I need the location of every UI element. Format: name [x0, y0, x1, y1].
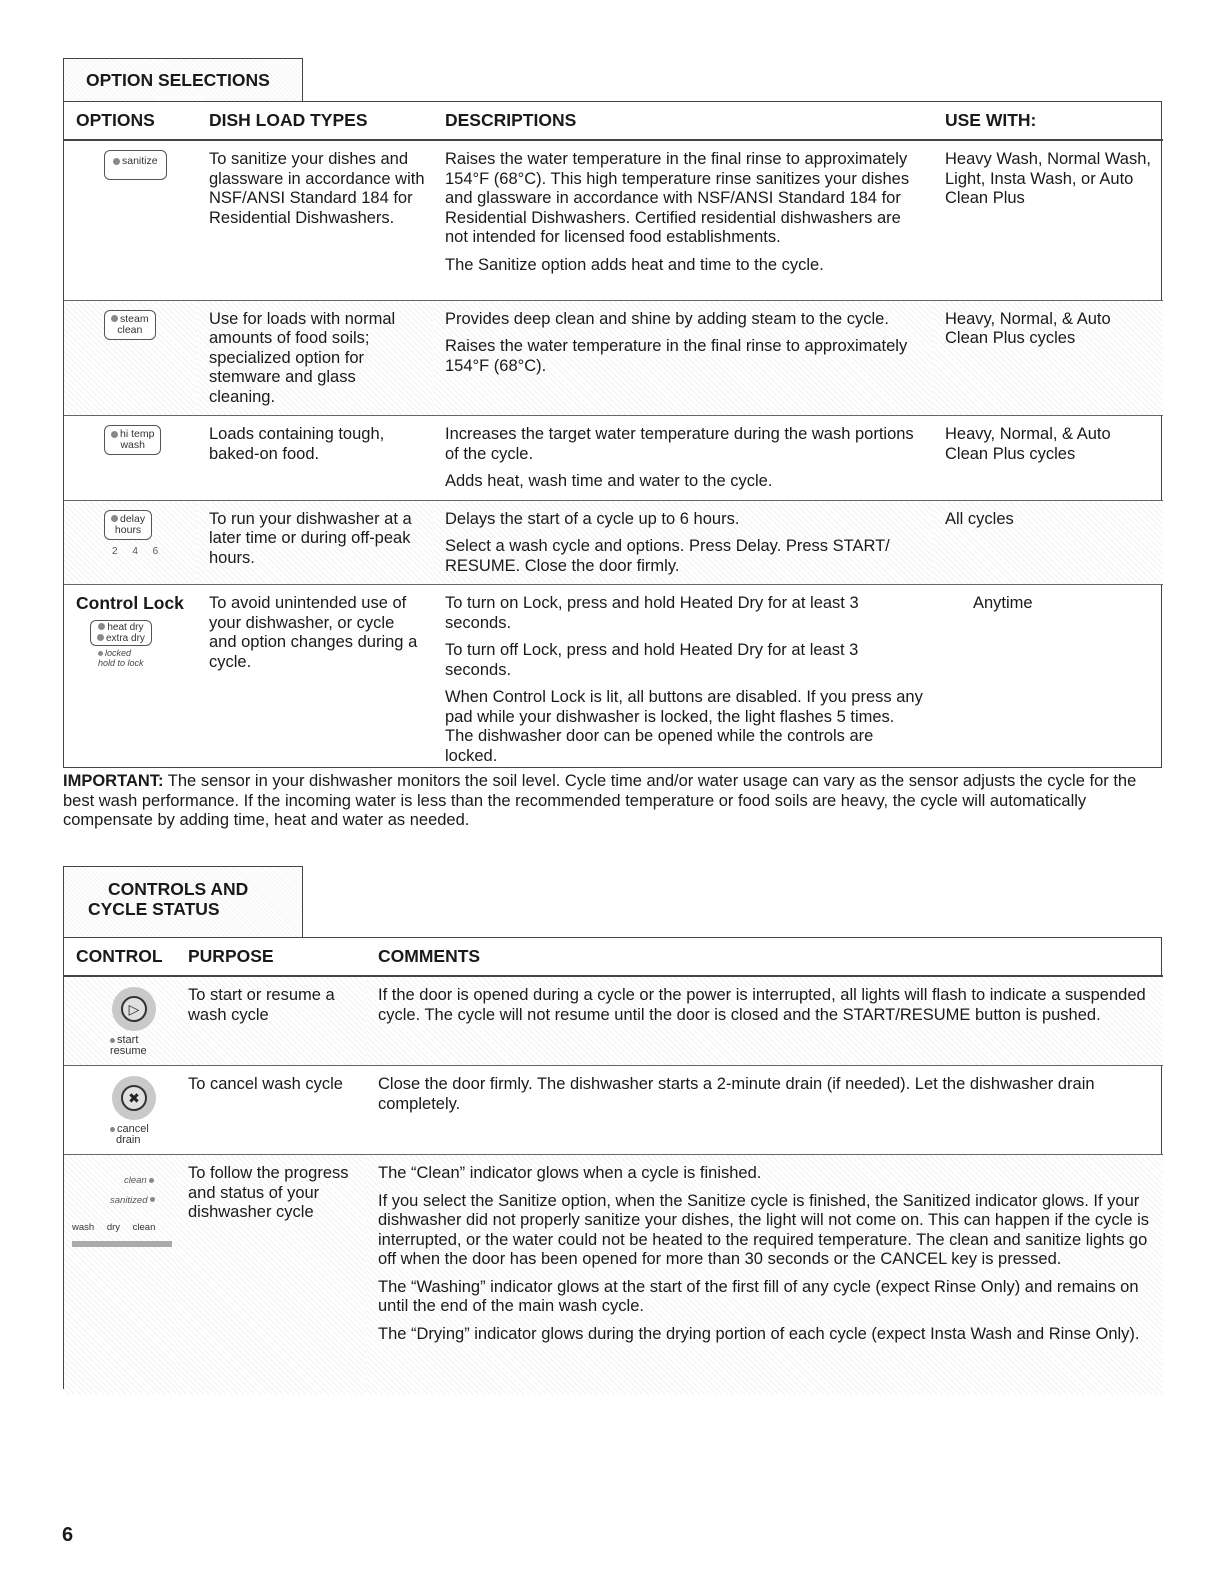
comment-para: The “Washing” indicator glows at the start of the first fill of any cycle (expect Rinse Only) and remains on until the end of the main wash cycle.: [378, 1277, 1139, 1315]
indicator-dot-icon: [111, 315, 118, 322]
col-header-use-with: USE WITH:: [933, 102, 1163, 140]
comment-para: The “Drying” indicator glows during the drying portion of each cycle (expect Insta Wash and Rinse Only).: [378, 1324, 1140, 1343]
important-note: [63, 772, 1162, 831]
description-para: Adds heat, wash time and water to the cycle.: [445, 472, 773, 490]
table-row: [64, 1155, 1163, 1395]
col-header-comments: COMMENTS: [366, 938, 1163, 976]
important-text: The sensor in your dishwasher monitors the soil level. Cycle time and/or water usage can vary as the sensor adjusts the cycle for the best wash performance. If the incoming water is less than the recommended temperature or food soils are heavy, the cycle will automatically compensate by adding time, heat and water as needed.: [63, 772, 1137, 829]
hi-temp-wash-button-icon: [104, 425, 161, 455]
comment-para: If the door is opened during a cycle or the power is interrupted, all lights will flash to indicate a suspended cycle. The cycle will not resume until the door is closed and the START/RESUME button is pushed.: [378, 986, 1146, 1024]
description-para: Provides deep clean and shine by adding steam to the cycle.: [445, 309, 889, 328]
table-row: [64, 976, 1163, 1066]
table-row: [64, 1066, 1163, 1155]
dish-load-type: Use for loads with normal amounts of food soils; specialized option for stemware and glass cleaning.: [197, 300, 433, 416]
description-para: Increases the target water temperature during the wash portions of the cycle.: [445, 425, 914, 463]
description-para: To turn on Lock, press and hold Heated Dry for at least 3 seconds.: [445, 594, 859, 632]
comment-para: Close the door firmly. The dishwasher starts a 2-minute drain (if needed). Let the dishwasher drain completely.: [378, 1075, 1095, 1113]
icon-label: hi temp: [120, 428, 155, 440]
icon-label: clean: [117, 323, 143, 336]
lock-caption: [98, 648, 189, 668]
option-selections-title-text: OPTION SELECTIONS: [86, 70, 270, 90]
col-header-descriptions: DESCRIPTIONS: [433, 102, 933, 140]
icon-label: delay: [120, 512, 146, 525]
icon-label: extra dry: [106, 632, 145, 644]
dish-load-type: Loads containing tough, baked-on food.: [197, 416, 433, 501]
use-with: Anytime: [933, 585, 1163, 775]
dish-load-type: To sanitize your dishes and glassware in accordance with NSF/ANSI Standard 184 for Residential Dishwashers.: [197, 140, 433, 300]
control-lock-button-icon: [90, 620, 152, 646]
description-para: Delays the start of a cycle up to 6 hours.: [445, 509, 740, 528]
caption-text: drain: [116, 1134, 141, 1146]
table-row: [64, 585, 1163, 775]
table-row: [64, 140, 1163, 300]
purpose: To start or resume a wash cycle: [176, 976, 366, 1066]
purpose: To cancel wash cycle: [176, 1066, 366, 1155]
sanitized-indicator: [110, 1191, 168, 1211]
comments: [366, 976, 1163, 1066]
caption-text: resume: [110, 1045, 147, 1057]
comment-para: If you select the Sanitize option, when the Sanitize cycle is finished, the Sanitized indicator glows. If your dishwasher did not properly sanitize your dishes, the light will not come on. This can happen if the cycle is interrupted, or the water could not be heated to the required temperature. The clean and sanitize lights go off when the door has been opened for more than 30 seconds or the CANCEL key is pressed.: [378, 1191, 1150, 1268]
clean-indicator: [124, 1171, 168, 1191]
option-selections-title: [63, 58, 303, 102]
cycle-status-labels: wash dry clean: [72, 1222, 156, 1233]
indicator-dot-icon: [149, 1178, 154, 1183]
icon-label: wash: [120, 439, 145, 451]
table-row: [64, 416, 1163, 501]
cancel-drain-button-icon: [112, 1076, 156, 1120]
col-header-dish-load-types: DISH LOAD TYPES: [197, 102, 433, 140]
page-number: 6: [62, 1524, 74, 1546]
indicator-dot-icon: [111, 431, 118, 438]
description-para: Select a wash cycle and options. Press Delay. Press START/ RESUME. Close the door firmly.: [445, 537, 890, 575]
caption-text: start: [117, 1034, 139, 1046]
icon-label: heat dry: [107, 621, 144, 633]
indicator-dot-icon: [98, 623, 105, 630]
icon-label: steam: [120, 312, 149, 325]
lock-caption-locked: locked: [105, 647, 132, 658]
table-header-row: [64, 102, 1163, 140]
cycle-status-bar: [72, 1241, 172, 1247]
indicator-dot-icon: [98, 651, 103, 656]
title-line: CONTROLS AND: [108, 879, 249, 899]
caption-text: cancel: [117, 1123, 149, 1135]
description: [433, 500, 933, 585]
indicator-label: sanitized: [110, 1194, 148, 1206]
indicator-dot-icon: [150, 1197, 155, 1202]
important-label: IMPORTANT:: [63, 772, 164, 790]
description: [433, 585, 933, 775]
use-with: Heavy, Normal, & Auto Clean Plus cycles: [933, 300, 1163, 416]
description-para: To turn off Lock, press and hold Heated Dry for at least 3 seconds.: [445, 641, 859, 679]
comments: [366, 1155, 1163, 1395]
cancel-icon: ✖: [121, 1085, 147, 1111]
icon-label: hours: [114, 523, 142, 536]
dish-load-type: To avoid unintended use of your dishwasher, or cycle and option changes during a cycle.: [197, 585, 433, 775]
description-para: The Sanitize option adds heat and time to the cycle.: [445, 255, 824, 274]
indicator-dot-icon: [111, 515, 118, 522]
indicator-label: clean: [124, 1175, 147, 1186]
description: [433, 300, 933, 416]
delay-hours-button-icon: [104, 510, 152, 540]
button-caption: [110, 1035, 168, 1057]
use-with: Heavy, Normal, & Auto Clean Plus cycles: [933, 416, 1163, 501]
comments: [366, 1066, 1163, 1155]
start-resume-button-icon: [112, 987, 156, 1031]
play-icon: ▷: [121, 996, 147, 1022]
controls-cycle-status-title: [63, 866, 303, 938]
use-with: All cycles: [933, 500, 1163, 585]
button-caption: [110, 1124, 168, 1146]
comment-para: The “Clean” indicator glows when a cycle is finished.: [378, 1164, 762, 1182]
sanitize-button-icon: [104, 150, 167, 180]
indicator-dot-icon: [110, 1038, 115, 1043]
table-row: [64, 500, 1163, 585]
indicator-dot-icon: [113, 158, 120, 165]
description-para: Raises the water temperature in the final rinse to approximately 154°F (68°C). This high temperature rinse sanitizes your dishes and glassware in accordance with NSF/ANSI Standard 184 for Residential Dishwashers. Certified residential dishwashers are not intended for licensed food establishments.: [445, 150, 910, 246]
description-para: Raises the water temperature in the final rinse to approximately 154°F (68°C).: [445, 337, 908, 375]
indicator-dot-icon: [97, 634, 104, 641]
col-header-control: CONTROL: [64, 938, 176, 976]
col-header-purpose: PURPOSE: [176, 938, 366, 976]
table-header-row: [64, 938, 1163, 976]
control-lock-title: Control Lock: [76, 593, 184, 613]
description: [433, 140, 933, 300]
controls-cycle-status-table: [63, 937, 1162, 1389]
use-with: Heavy Wash, Normal Wash, Light, Insta Wash, or Auto Clean Plus: [933, 140, 1163, 300]
description-para: When Control Lock is lit, all buttons are disabled. If you press any pad while your dishwasher is locked, the light flashes 5 times. The dishwasher door can be opened while the controls are locked.: [445, 688, 923, 765]
indicator-dot-icon: [110, 1127, 115, 1132]
description: [433, 416, 933, 501]
table-row: [64, 300, 1163, 416]
purpose: To follow the progress and status of your dishwasher cycle: [176, 1155, 366, 1395]
col-header-options: OPTIONS: [64, 102, 197, 140]
dish-load-type: To run your dishwasher at a later time or during off-peak hours.: [197, 500, 433, 585]
steam-clean-button-icon: [104, 310, 156, 340]
lock-caption-hold: hold to lock: [98, 657, 144, 668]
icon-label: sanitize: [122, 155, 158, 167]
option-selections-table: [63, 101, 1162, 768]
title-line: CYCLE STATUS: [88, 899, 220, 919]
delay-hours-numbers: 2 4 6: [112, 545, 165, 557]
